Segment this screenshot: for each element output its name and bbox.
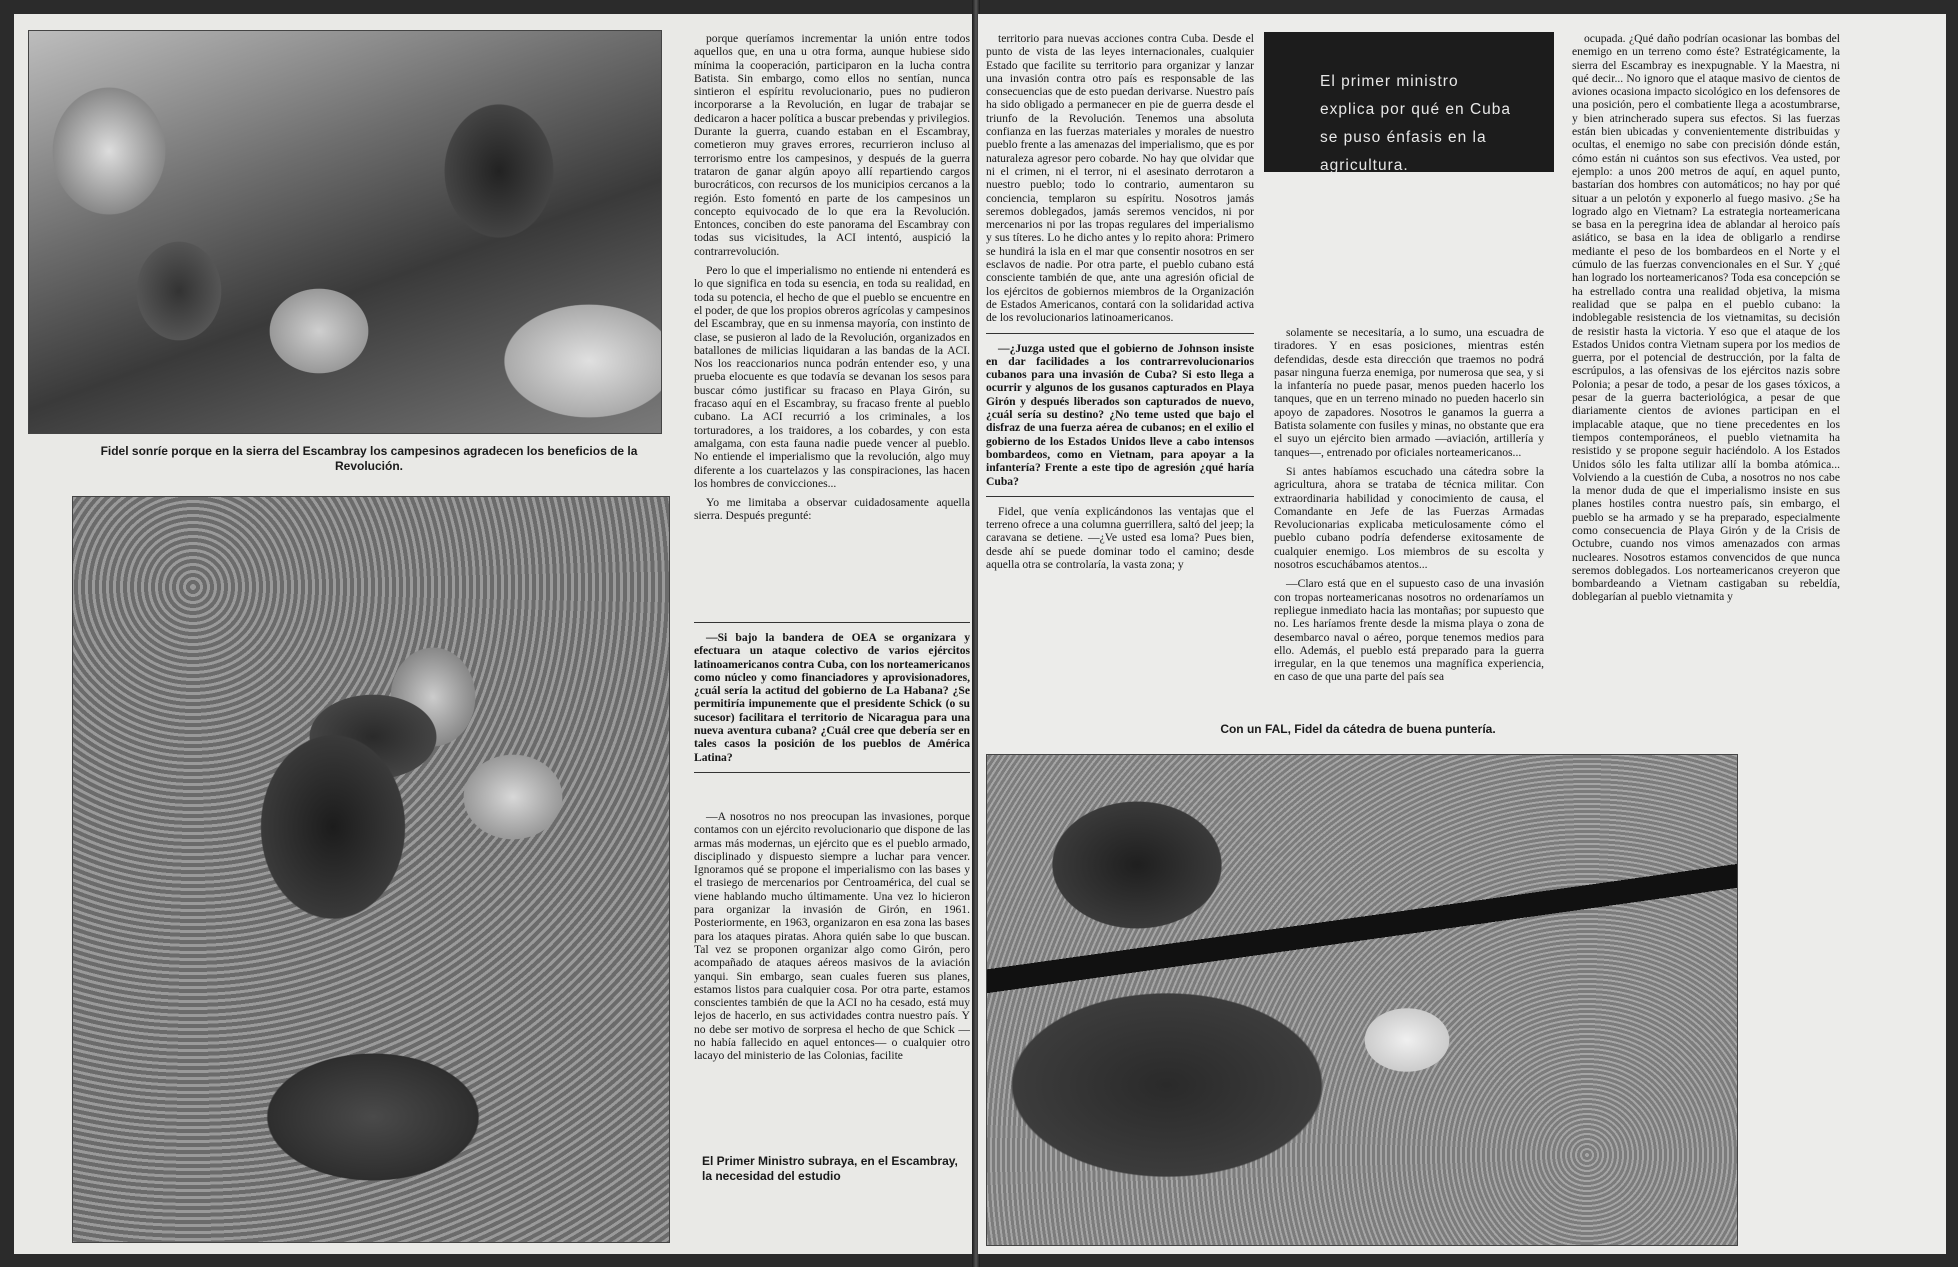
left-answer-block [694, 810, 970, 1069]
paragraph: Si antes habíamos escuchado una cátedra sobre la agricultura, ahora se trataba de técnica militar. Con extraordinaria habilidad y conocimiento de causa, el Comandante en Jefe de las Fuerzas Armadas Revolucionarias explicaba meticulosamente cómo el pueblo cubano podría defenderse exitosamente de cualquier enemigo. Los miembros de su escolta y nosotros escuchábamos atentos... [1274, 464, 1544, 572]
question-oea: —Si bajo la bandera de OEA se organizara y efectuara un ataque colectivo de varios ejércitos latinoamericanos contra Cuba, con los norteamericanos como núcleo y como financiadores y aprovisionadores, ¿cuál sería la actitud del gobierno de La Habana? ¿Se permitiría impunemente que el presidente Schick (o su sucesor) facilitara el territorio de Nicaragua para una nueva aventura cubana? ¿Cuál cree que debería ser en tales casos la posición de los pueblos de América Latina? [694, 631, 970, 764]
photo-escambray-study [72, 496, 670, 1243]
left-text-column [694, 32, 970, 529]
question-johnson: —¿Juzga usted que el gobierno de Johnson insiste en dar facilidades a los contrarrevolucionarios cubanos para una invasión de Cuba? Si esto llega a ocurrir y algunos de los gusanos capturados en Playa Girón y después liberados son capturados de nuevo, ¿cuál sería su destino? ¿No teme usted que bajo el disfraz de una fuerza aérea de cubanos; en el exilio el gobierno de los Estados Unidos lleve a cabo intensos bombardeos, como en Vietnam, para apoyar a la infantería? Frente a este tipo de agresión ¿qué haría Cuba? [986, 341, 1254, 488]
photo-fidel-with-campesinos [28, 30, 662, 434]
paragraph: porque queríamos incrementar la unión entre todos aquellos que, en una u otra forma, aunque hubiese sido mínima la cooperación, participaron en la lucha contra Batista. Sin embargo, como ellos no sentían, nunca sintieron el espíritu revolucionario, pues no pudieron incorporarse a la Revolución, en lugar de trabajar se dedicaron a hacer política a buscar prebendas y privilegios. Durante la guerra, cuando estaban en el Escambray, cometieron muy graves errores, recurrieron incluso al terrorismo entre los campesinos, y después de la guerra trataron de ganar algún apoyo allí repartiendo cargos burocráticos, con recursos de los municipios cercanos a la región. Esto fomentó en parte de los campesinos un concepto equivocado de lo que era la Revolución. Entonces, conciben do este panorama del Escambray con todas sus vicisitudes, la ACI intentó, auspició la contrarrevolución. [694, 32, 970, 258]
paragraph: solamente se necesitaría, a lo sumo, una escuadra de tiradores. Y en esas posiciones, mientras estén defendidas, desde esta dirección que traemos no podrá pasar ninguna fuerza enemiga, por numerosa que sea, y si la infantería no puede pasar, menos pueden hacerlo los tanques, que en un terreno minado no pueden hacerlo sin apoyo de zapadores. Nosotros le ganamos la guerra a Batista solamente con fusiles y minas, no obstante que era el suyo un ejército bien armado —aviación, artillería y tanques—, entrenado por oficiales norteamericanos... [1274, 326, 1544, 459]
right-text-column-1 [986, 32, 1254, 577]
right-text-column-3 [1572, 32, 1840, 610]
divider [986, 496, 1254, 497]
left-question-block [694, 614, 970, 781]
highlight-box: El primer ministro explica por qué en Cuba se puso énfasis en la agricultura. [1264, 32, 1554, 172]
paragraph: Yo me limitaba a observar cuidadosamente aquella sierra. Después pregunté: [694, 496, 970, 523]
caption-study: El Primer Ministro subraya, en el Escambray, la necesidad del estudio [702, 1154, 958, 1183]
right-text-column-2 [1274, 326, 1544, 690]
divider [694, 622, 970, 623]
divider [694, 772, 970, 773]
paragraph: territorio para nuevas acciones contra Cuba. Desde el punto de vista de las leyes internacionales, cualquier Estado que facilite su territorio para organizar y lanzar una invasión contra otro país es responsable de las consecuencias que de esto puedan derivarse. Nuestro país ha sido obligado a permanecer en pie de guerra desde el triunfo de la Revolución. Tenemos una absoluta confianza en las fuerzas materiales y morales de nuestro pueblo frente a las amenazas del imperialismo, que es por naturaleza agresor pero cobarde. No hay que olvidar que ni el crimen, ni el terror, ni el asesinato derrotaron a nuestro pueblo; todo lo contrario, aumentaron su conciencia, templaron su espíritu. Nosotros jamás seremos doblegados, jamás seremos vencidos, ni por mercenarios ni por las tropas regulares del imperialismo y sus títeres. Lo he dicho antes y lo repito ahora: Primero se hundirá la isla en el mar que consentir nosotros en ser esclavos de nadie. Por otra parte, el pueblo cubano está consciente también de que, ante una agresión oficial de los ejércitos de gobiernos miembros de la Organización de Estados Americanos, contará con la solidaridad activa de los revolucionarios latinoamericanos. [986, 32, 1254, 325]
paragraph: ocupada. ¿Qué daño podrían ocasionar las bombas del enemigo en un terreno como éste? Estratégicamente, la sierra del Escambray es inexpugnable. Y la Maestra, ni qué decir... No ignoro que el ataque masivo de cientos de aviones ocasiona impacto sicológico en los defensores de una posición, pero el combatiente llega a acostumbrarse, y bien atrincherado supera sus efectos. Si las fuerzas están bien ubicadas y convenientemente distribuidas y ocultas, el enemigo no sabe con precisión dónde están, cómo están ni cuántos son sus efectivos. Vea usted, por ejemplo: a unos 200 metros de aquí, en aquel punto, bastarían dos hombres con automáticos; no hay por qué situar a un pelotón y exponerlo al fuego masivo. ¿Se ha logrado algo en Vietnam? La estrategia norteamericana se basa en la peregrina idea de ablandar al heroico país asiático, se basa en la idea de obligarlo a rendirse mediante el peso de los bombardeos en el Norte y el cúmulo de las fuerzas convencionales en el Sur. Y ¿qué han logrado los norteamericanos? Toda esa concepción se ha estrellado contra una realidad objetiva, la misma realidad que se palpa en el pueblo cubano: la indoblegable resistencia de los vietnamitas, su decisión de resistir hasta la victoria. Y eso que el ataque de los Estados Unidos contra Vietnam supera por los medios de guerra, por el potencial de destrucción, por la falta de escrúpulos, a las ofensivas de los ejércitos nazis sobre Polonia; a pesar de todo, a pesar de los gases tóxicos, a pesar de la guerra bacteriológica, a pesar de que diariamente cientos de aviones participan en el implacable ataque, que no tiene precedentes en los tiempos contemporáneos, el pueblo vietnamita ha resistido y se propone seguir haciéndolo. A los Estados Unidos sólo les falta utilizar allí la bomba atómica... Volviendo a la cuestión de Cuba, a nosotros no nos cabe la menor duda de que el imperialismo insiste en sus planes hostiles contra nuestro país, sin embargo, el pueblo se ha armado y se ha preparado, especialmente como consecuencia de Playa Girón y de la Crisis de Octubre, cuando nos vimos amenazados con armas nucleares. Nosotros estamos convencidos de que nunca seremos doblegados. Los norteamericanos creyeron que bombardeando a Vietnam castigaban su rebeldía, doblegarían al pueblo vietnamita y [1572, 32, 1840, 604]
paragraph-jeep: Fidel, que venía explicándonos las ventajas que el terreno ofrece a una columna guerrillera, saltó del jeep; la caravana se detiene. —¿Ve usted esa loma? Pues bien, desde ahí se puede dominar todo el camino; desde aquella otra se controlaría, la vasta zona; y [986, 504, 1254, 571]
caption-campesinos: Fidel sonríe porque en la sierra del Escambray los campesinos agradecen los beneficios de la Revolución. [100, 444, 638, 473]
paragraph: Pero lo que el imperialismo no entiende ni entenderá es lo que significa en toda su esencia, en toda su realidad, en toda su potencia, el hecho de que el pueblo se encuentre en el poder, de que los propios obreros agrícolas y campesinos del Escambray, que en su inmensa mayoría, con instinto de clase, se pusieron al lado de la Revolución, organizados en batallones de milicias liquidaran a las bandas de la ACI. Nos los reaccionarios nunca podrán entender eso, y una prueba elocuente es que todavía se devanan los sesos para buscar cómo justificar su fracaso en Playa Girón, su fracaso aquí en el Escambray, su fracaso frente al pueblo cubano. La ACI recurrió a los criminales, a los torturadores, a los traidores, a los cobardes, y con esta amalgama, con esta fauna nadie puede vencer al pueblo. No entiende el imperialismo que la revolución, algo muy diferente a los cuartelazos y las conspiraciones, las hacen los hombres de convicciones... [694, 264, 970, 490]
divider [986, 333, 1254, 334]
right-page [978, 14, 1946, 1254]
photo-fidel-with-rifle [986, 754, 1738, 1246]
caption-rifle: Con un FAL, Fidel da cátedra de buena puntería. [1220, 722, 1496, 736]
left-page [14, 14, 972, 1254]
answer-invasions: —A nosotros no nos preocupan las invasiones, porque contamos con un ejército revolucionario que dispone de las armas más modernas, un ejército que es el pueblo armado, disciplinado y dispuesto siempre a luchar para vencer. Ignoramos qué se propone el imperialismo con las bases y el trasiego de mercenarios por Centroamérica, del cual se viene hablando mucho últimamente. Una vez lo hicieron para organizar la invasión de Girón, en 1961. Posteriormente, en 1963, organizaron en esa zona las bases para los ataques piratas. Ahora quién sabe lo que buscan. Tal vez se proponen organizar algo como Girón, pero acompañado de ataques aéreos masivos de la aviación yanqui. Sin embargo, sean cuales fueren sus planes, estamos listos para cualquier cosa. Por otra parte, estamos conscientes también de que la ACI no ha cesado, está muy lejos de hacerlo, en sus actividades contra nuestro país. Y no debe ser motivo de sorpresa el hecho de que Schick —no había fallecido en aquel entonces— o cualquier otro lacayo del ministerio de las Colonias, facilite [694, 810, 970, 1063]
paragraph: —Claro está que en el supuesto caso de una invasión con tropas norteamericanas nosotros no ordenaríamos un repliegue inmediato hacia las montañas; por supuesto que no. Les haríamos frente desde la misma playa o zona de desembarco naval o aéreo, porque tenemos medios para ello. Además, el pueblo está preparado para la guerra irregular, en la que tenemos una magnífica experiencia, en caso de que una parte del país sea [1274, 577, 1544, 684]
